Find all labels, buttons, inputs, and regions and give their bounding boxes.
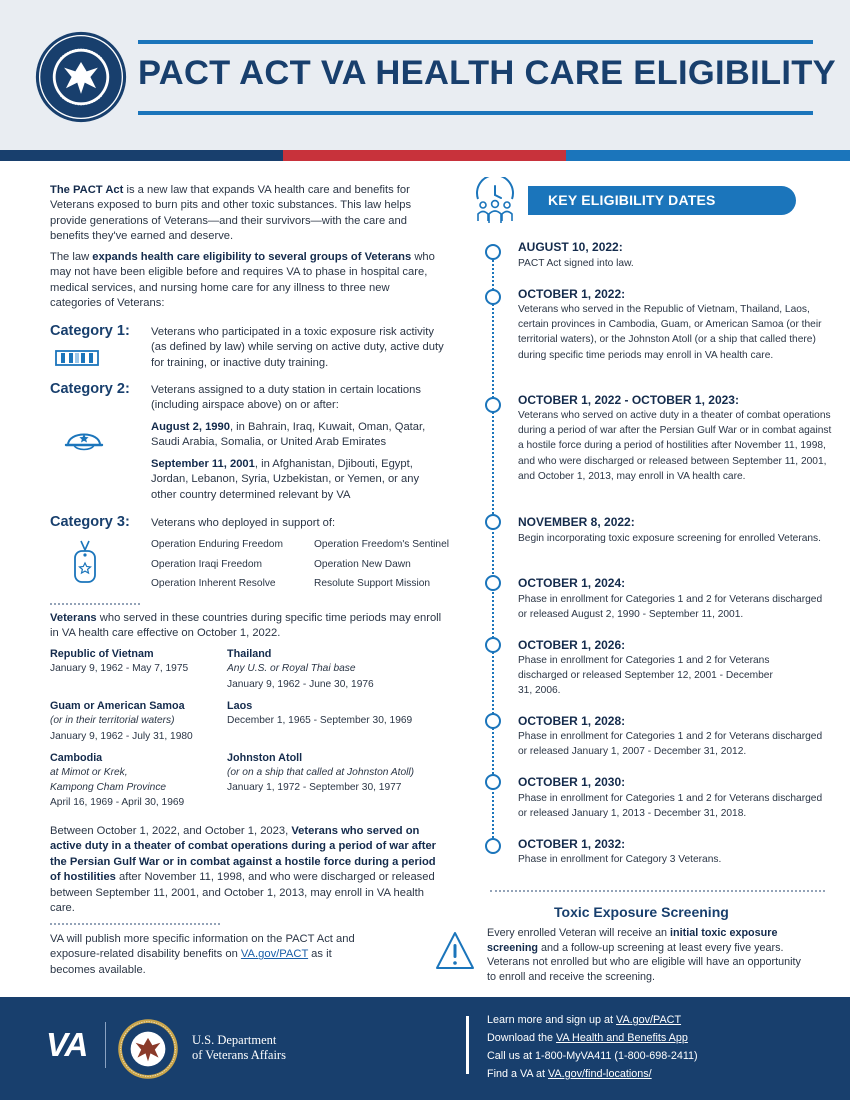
timeline-marker [485, 289, 501, 305]
timeline-marker [485, 514, 501, 530]
country-dates: January 9, 1962 - June 30, 1976 [227, 679, 374, 690]
dog-tag-icon [72, 540, 98, 584]
category-2-text: Veterans assigned to a duty station in certain locations (including airspace above) on or after: [151, 384, 421, 412]
timeline-date: OCTOBER 1, 2024: [518, 576, 626, 590]
category-2-date-2: September 11, 2001, in Afghanistan, Djibouti, Egypt, Jordan, Lebanon, Syria, Uzbekistan, or Yemen, or any other country determined relevant by VA [151, 458, 420, 501]
timeline-date: OCTOBER 1, 2022 - OCTOBER 1, 2023: [518, 393, 739, 407]
country-dates: December 1, 1965 - September 30, 1969 [227, 715, 413, 726]
operation-item: Operation New Dawn [314, 559, 411, 570]
operation-item: Operation Enduring Freedom [151, 539, 283, 550]
timeline-marker [485, 397, 501, 413]
countries-intro: Veterans who served in these countries during specific time periods may enroll in VA health care effective on October 1, 2022. [50, 612, 442, 640]
timeline-text: Veterans who served on active duty in a theater of combat operations during a period of war after the Persian Gulf War or in combat against a hostile force during a period of hostilities after November 11, 1998, and who were discharged or released between September 11, 2001, and October 1, 2013, may enroll in VA health care. [518, 410, 832, 482]
timeline-date: AUGUST 10, 2022: [518, 240, 623, 254]
timeline-text: Begin incorporating toxic exposure screening for enrolled Veterans. [518, 533, 821, 544]
timeline-marker [485, 838, 501, 854]
category-1-text: Veterans who participated in a toxic exposure risk activity (as defined by law) while serving on active duty, active duty for training, or inactive duty training. [151, 326, 444, 369]
health-app-link[interactable]: VA Health and Benefits App [556, 1032, 688, 1044]
footer-line-locations: Find a VA at VA.gov/find-locations/ [487, 1068, 652, 1080]
operation-item: Operation Iraqi Freedom [151, 559, 262, 570]
country-cambodia: Cambodia [50, 752, 103, 764]
footer-va-seal [117, 1018, 179, 1080]
footer-line-signup: Learn more and sign up at VA.gov/PACT [487, 1014, 682, 1026]
category-3-text: Veterans who deployed in support of: [151, 517, 336, 529]
timeline-text: Veterans who served in the Republic of Vietnam, Thailand, Laos, certain provinces in Cambodia, Guam, or American Samoa (or their territorial waters), or the Johnston Atoll (or a ship that called there) during specific time periods may enroll in VA health care. [518, 304, 822, 361]
footer-separator [466, 1016, 469, 1074]
timeline-line [492, 252, 494, 850]
find-locations-link[interactable]: VA.gov/find-locations/ [548, 1068, 652, 1080]
clock-people-icon [470, 177, 520, 227]
header-rule-top [138, 40, 813, 44]
operation-item: Operation Freedom's Sentinel [314, 539, 450, 550]
va-seal-logo [34, 30, 128, 124]
ribbon-icon [55, 350, 99, 366]
dotted-divider [490, 890, 825, 892]
timeline-text: Phase in enrollment for Category 3 Veterans. [518, 854, 722, 865]
dotted-divider [50, 923, 220, 925]
category-1-label: Category 1: [50, 323, 130, 339]
dept-name: U.S. Department of Veterans Affairs [192, 1033, 286, 1062]
dotted-divider [50, 603, 140, 605]
country-note: at Mimot or Krek, [50, 767, 128, 778]
timeline-text: Phase in enrollment for Categories 1 and 2 for Veterans discharged or released January 1, 2013 - December 31, 2018. [518, 793, 823, 820]
warning-icon [435, 930, 475, 974]
key-dates-heading: KEY ELIGIBILITY DATES [528, 186, 796, 215]
timeline-text: PACT Act signed into law. [518, 258, 634, 269]
operation-item: Resolute Support Mission [314, 578, 431, 589]
timeline-date: NOVEMBER 8, 2022: [518, 515, 635, 529]
color-stripe [0, 150, 850, 161]
intro-paragraph-1: The PACT Act is a new law that expands VA health care and benefits for Veterans exposed to burn pits and other toxic substances. This law helps provide generations of Veterans—and their survivors—with the care and benefits they've earned and deserve. [50, 184, 412, 243]
timeline-marker [485, 637, 501, 653]
timeline-date: OCTOBER 1, 2022: [518, 287, 626, 301]
timeline-marker [485, 244, 501, 260]
timeline-date: OCTOBER 1, 2028: [518, 714, 626, 728]
timeline-date: OCTOBER 1, 2026: [518, 638, 626, 652]
footer-line-app: Download the VA Health and Benefits App [487, 1032, 688, 1044]
category-2-label: Category 2: [50, 381, 130, 397]
va-logo: VA [46, 1026, 88, 1063]
timeline-marker [485, 774, 501, 790]
footer-divider [105, 1022, 106, 1068]
va-pact-footer-link[interactable]: VA.gov/PACT [616, 1014, 682, 1026]
timeline-marker [485, 713, 501, 729]
timeline-text: Phase in enrollment for Categories 1 and 2 for Veterans discharged or released August 2, 1990 - September 11, 2001. [518, 594, 823, 621]
header-rule-bottom [138, 111, 813, 115]
timeline-date: OCTOBER 1, 2032: [518, 837, 626, 851]
timeline-date: OCTOBER 1, 2030: [518, 775, 626, 789]
page-title: PACT ACT VA HEALTH CARE ELIGIBILITY [138, 54, 836, 92]
screening-title: Toxic Exposure Screening [554, 904, 729, 920]
timeline-text: Phase in enrollment for Categories 1 and 2 for Veterans discharged or released January 1, 2007 - December 31, 2012. [518, 731, 823, 758]
country-laos: Laos [227, 700, 253, 712]
country-note: (or in their territorial waters) [50, 715, 175, 726]
country-note: Any U.S. or Royal Thai base [227, 663, 356, 674]
helmet-icon [64, 423, 104, 457]
timeline-text: Phase in enrollment for Categories 1 and 2 for Veterans discharged or released September 12, 2001 - December 31, 2006. [518, 655, 773, 697]
footer-line-phone: Call us at 1-800-MyVA411 (1-800-698-2411) [487, 1050, 698, 1062]
country-dates: January 9, 1962 - July 31, 1980 [50, 731, 193, 742]
operation-item: Operation Inherent Resolve [151, 578, 276, 589]
country-guam: Guam or American Samoa [50, 700, 185, 712]
va-pact-link[interactable]: VA.gov/PACT [240, 948, 309, 961]
timeline-marker [485, 575, 501, 591]
category-3-label: Category 3: [50, 514, 130, 530]
country-johnston-atoll: Johnston Atoll [227, 752, 303, 764]
country-dates: January 1, 1972 - September 30, 1977 [227, 782, 402, 793]
country-dates: January 9, 1962 - May 7, 1975 [50, 663, 189, 674]
between-paragraph: Between October 1, 2022, and October 1, 2023, Veterans who served on active duty in a theater of combat operations during a period of war after the Persian Gulf War or in combat against a hostile force during a period of hostilities after November 11, 1998, and who were discharged or released between September 11, 2001, and October 1, 2013, may enroll in VA health care. [50, 825, 437, 915]
publish-paragraph: VA will publish more specific information on the PACT Act and exposure-related disability benefits on VA.gov/PACT as it becomes available. [50, 933, 355, 976]
category-2-date-1: August 2, 1990, in Bahrain, Iraq, Kuwait, Oman, Qatar, Saudi Arabia, Somalia, or United Arab Emirates [151, 421, 426, 449]
country-vietnam: Republic of Vietnam [50, 648, 154, 660]
country-dates: April 16, 1969 - April 30, 1969 [50, 797, 185, 808]
intro-paragraph-2: The law expands health care eligibility to several groups of Veterans who may not have been eligible before and requires VA to phase in hospital care, medical services, and nursing home care for any illness to three new categories of Veterans: [50, 251, 435, 310]
country-note: (or on a ship that called at Johnston Atoll) [227, 767, 415, 778]
country-thailand: Thailand [227, 648, 272, 660]
screening-text: Every enrolled Veteran will receive an initial toxic exposure screening and a follow-up screening at least every five years. Veterans not enrolled but who are eligible will have an opportunity to enroll and receive the screening. [487, 927, 801, 983]
country-note: Kampong Cham Province [50, 782, 167, 793]
